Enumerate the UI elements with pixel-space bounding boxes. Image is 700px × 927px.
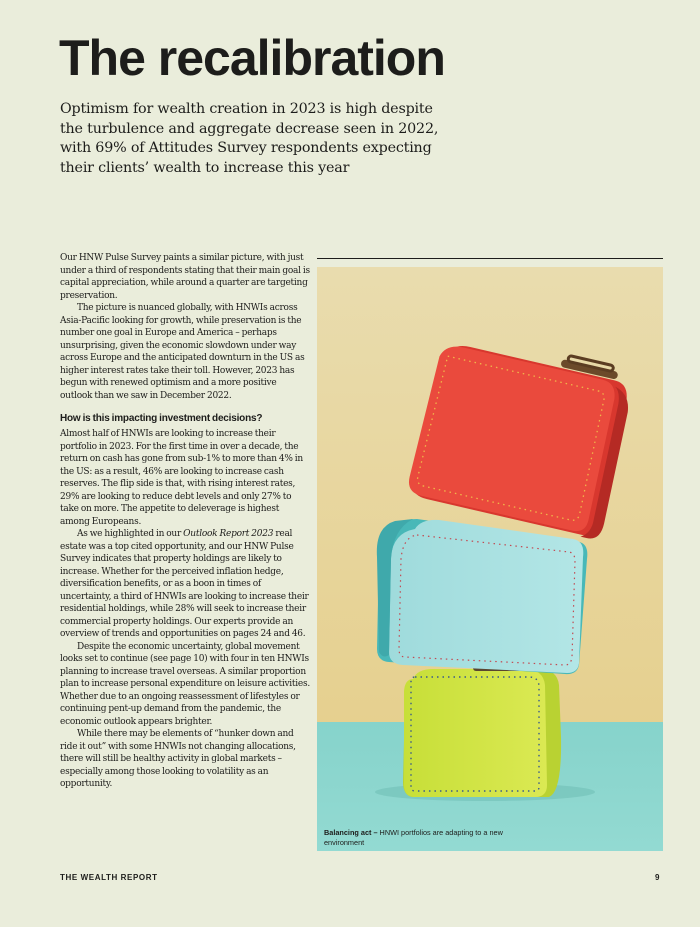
body-paragraph-1: Our HNW Pulse Survey paints a similar picture, with just under a third of respondents stating that their main goal is capital appreciation, while around a quarter are targeting preservation. — [60, 253, 310, 301]
column-rule — [317, 258, 663, 259]
page-title: The recalibration — [59, 30, 445, 86]
page-number: 9 — [655, 873, 660, 882]
blue-suitcase — [377, 519, 588, 674]
body-paragraph-4-lead: As we highlighted in our — [77, 529, 184, 539]
body-paragraph-3: Almost half of HNWIs are looking to increase their portfolio in 2023. For the first time in over a decade, the return on cash has gone from sub-1% to more than 4% in the US: as a result, 46% are looking to increase cash reserves. The flip side is that, with rising interest rates, 29% are looking to reduce debt levels and only 27% to take on more. The appetite to deleverage is highest among Europeans. — [60, 429, 303, 527]
publication-name: THE WEALTH REPORT — [60, 873, 158, 882]
body-paragraph-5: Despite the economic uncertainty, global movement looks set to continue (see page 10) with four in ten HNWIs planning to increase travel overseas. A similar proportion plan to increase personal expenditure on leisure activities. Whether due to an ongoing reassessment of lifestyles or continuing pent-up demand from the pandemic, the economic outlook appears brighter. — [60, 641, 310, 727]
section-heading: How is this impacting investment decisions? — [60, 413, 263, 424]
body-paragraph-4-rest: real estate was a top cited opportunity, and our HNW Pulse Survey indicates that property holdings are likely to increase. Whether for the perceived inflation hedge, diversification benefits, or as a boon in times of uncertainty, a third of HNWIs are looking to increase their residential holdings, while 28% will seek to increase their commercial property holdings. Our experts provide an overview of trends and opportunities on pages 24 and 46. — [60, 529, 309, 639]
body-paragraph-6: While there may be elements of “hunker down and ride it out” with some HNWIs not changing allocations, there will still be healthy activity in global markets – especially among those looking to volatility as an opportunity. — [60, 729, 296, 789]
green-suitcase — [403, 665, 561, 797]
intro-paragraph: Optimism for wealth creation in 2023 is high despite the turbulence and aggregate decrease seen in 2022, with 69% of Attitudes Survey respondents expecting their clients’ wealth to increase this year — [60, 101, 439, 176]
suitcase-photo — [317, 267, 663, 851]
caption-text: HNWI portfolios are adapting to a new environment — [324, 828, 503, 847]
report-title-reference: Outlook Report 2023 — [183, 529, 274, 539]
caption-lead: Balancing act – — [324, 828, 378, 837]
body-paragraph-2: The picture is nuanced globally, with HNWIs across Asia-Pacific looking for growth, while preservation is the number one goal in Europe and America – perhaps unsurprising, given the economic slowdown under way across Europe and the anticipated downturn in the US as higher interest rates take their toll. However, 2023 has begun with renewed optimism and a more positive outlook than we saw in December 2022. — [60, 303, 305, 401]
photo-caption — [324, 828, 524, 848]
body-column — [60, 252, 310, 791]
body-paragraph-4 — [60, 528, 310, 641]
